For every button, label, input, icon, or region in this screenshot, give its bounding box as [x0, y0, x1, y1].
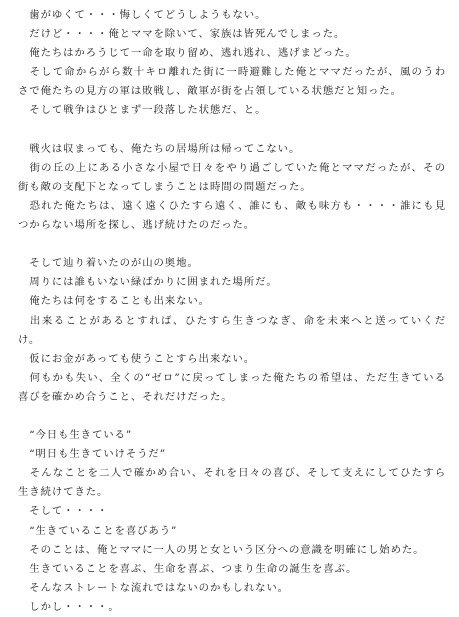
text-line: 仮にお金があっても使うことすら出来ない。 — [18, 352, 255, 365]
text-line: 何もかも失い、全くの“ゼロ”に戻ってしまった俺たちの希望は、ただ生きている喜びを確かめ合うこと、それだけだった。 — [18, 371, 446, 403]
text-line: そして辿り着いたのが山の奥地。 — [18, 257, 199, 270]
text-line: 歯がゆくて・・・悔しくてどうしようもない。 — [18, 9, 267, 21]
text-line: そんなことを二人で確かめ合い、それを日々の喜び、そして支えにしてひたすら生き続けてきた。 — [18, 467, 446, 499]
text-line: そんなストレートな流れではないのかもしれない。 — [18, 581, 289, 594]
text-line: 戦火は収まっても、俺たちの居場所は帰ってこない。 — [18, 142, 301, 155]
paragraph-gap — [18, 121, 446, 140]
text-line: そして戦争はひとまず一段落した状態だ、と。 — [18, 104, 267, 117]
paragraph-gap — [18, 235, 446, 254]
text-line: 俺たちはかろうじて一命を取り留め、逃れ逃れ、逃げまどった。 — [18, 47, 357, 60]
text-line: 周りには誰もいない緑ばかりに囲まれた場所だ。 — [18, 276, 278, 289]
text-line: しかし・・・・。 — [18, 600, 120, 613]
text-line: だけど・・・・俺とママを除いて、家族は皆死んでしまった。 — [18, 28, 346, 41]
body-text — [18, 6, 446, 617]
text-line: “今日も生きている” — [18, 429, 133, 442]
text-line: 恐れた俺たちは、遠く遠くひたすら遠く、誰にも、敵も味方も・・・・誰にも見つからない場所を探し、逃げ続けたのだった。 — [18, 199, 446, 232]
text-line: “明日も生きていけそうだ” — [18, 448, 166, 461]
text-line: “生きていることを喜びあう” — [18, 524, 178, 537]
text-line: そして・・・・ — [18, 505, 109, 518]
text-line: そのことは、俺とママに一人の男と女という区分への意識を明確にし始めた。 — [18, 543, 425, 556]
text-line: 出来ることがあるとすれば、ひたすら生きつなぎ、命を未来へと送っていくだけ。 — [18, 314, 446, 346]
text-line: 街の丘の上にある小さな小屋で日々をやり過ごしていた俺とママだったが、その街も敵の支配下となってしまうことは時間の問題だった。 — [18, 161, 446, 193]
text-line: そして命からがら数十キロ離れた街に一時避難した俺とママだったが、風のうわさで俺たちの見方の軍は敗戦し、敵軍が街を占領している状態だと知った。 — [18, 66, 446, 98]
paragraph-gap — [18, 407, 446, 426]
text-line: 俺たちは何をすることも出来ない。 — [18, 295, 210, 308]
text-line: 生きていることを喜ぶ、生命を喜ぶ、つまり生命の誕生を喜ぶ。 — [18, 562, 358, 575]
